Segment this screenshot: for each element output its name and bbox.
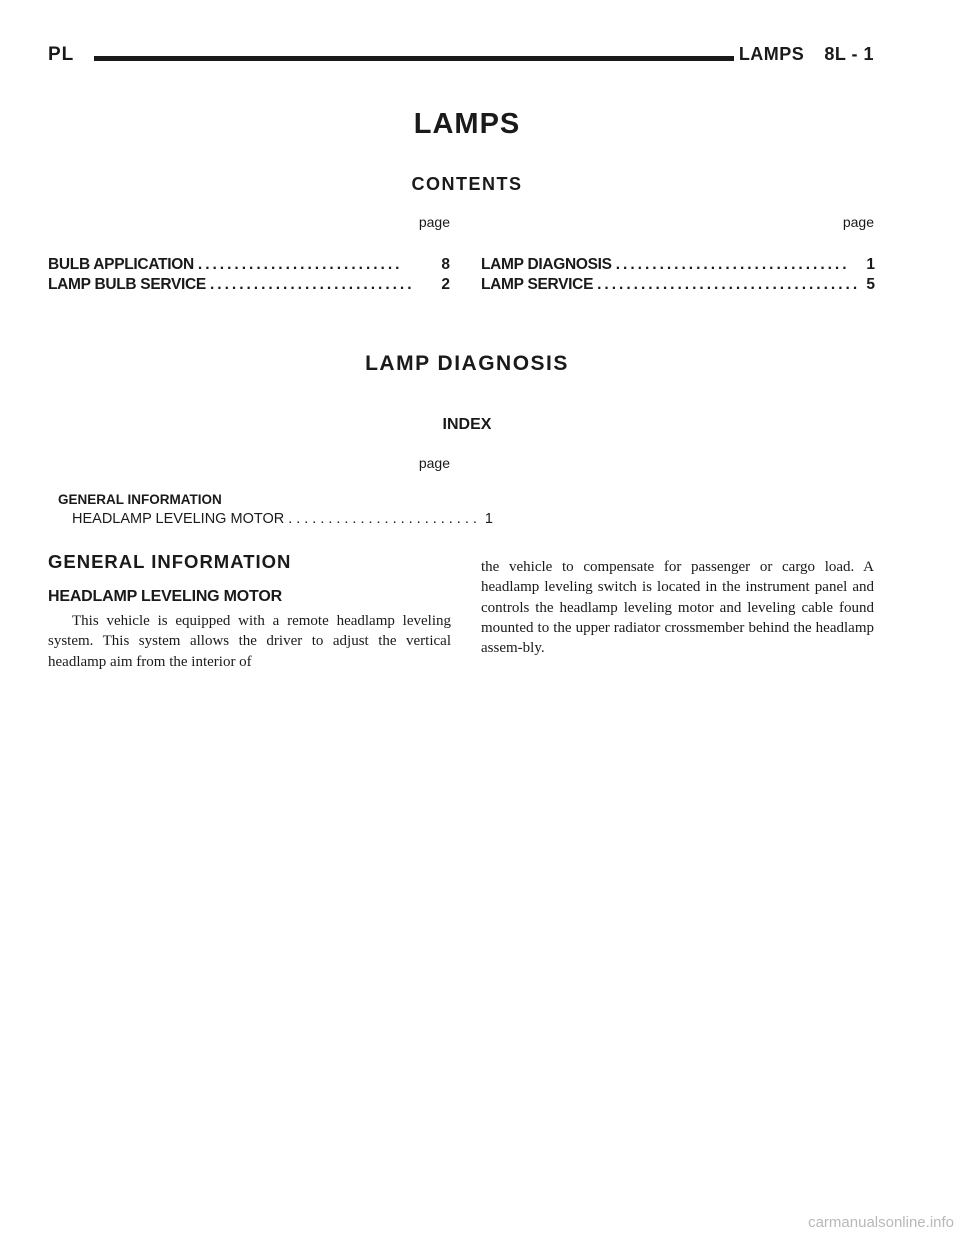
toc-entry-label: LAMP SERVICE	[481, 276, 594, 293]
page-title: LAMPS	[413, 108, 521, 140]
toc-entry-lamp-service[interactable]	[481, 276, 875, 296]
header-section: LAMPS	[738, 44, 805, 64]
index-entry-headlamp-leveling-motor[interactable]	[72, 511, 493, 527]
header-page-number: 8L - 1	[824, 44, 874, 64]
toc-entry-page: 5	[866, 276, 875, 293]
index-entry-page: 1	[484, 511, 493, 527]
toc-entry-lamp-bulb-service[interactable]	[48, 276, 450, 296]
index-heading: INDEX	[442, 416, 492, 433]
toc-entry-page: 8	[441, 256, 450, 273]
toc-leader-dots: ................................	[615, 256, 850, 273]
header-section-page	[739, 44, 874, 65]
contents-page-label-left: page	[418, 214, 450, 230]
footer-watermark: carmanualsonline.info	[808, 1214, 954, 1231]
section-title: LAMP DIAGNOSIS	[365, 352, 569, 375]
toc-entry-bulb-application[interactable]	[48, 256, 450, 276]
toc-column-left	[48, 256, 450, 296]
toc-entry-label: BULB APPLICATION	[48, 256, 194, 273]
toc-leader-dots: ............................	[197, 256, 403, 273]
toc-entry-lamp-diagnosis[interactable]	[481, 256, 875, 276]
toc-entry-page: 1	[866, 256, 875, 273]
general-information-heading: GENERAL INFORMATION	[48, 551, 292, 572]
index-leader-dots: ........................	[288, 511, 481, 527]
headlamp-leveling-motor-heading: HEADLAMP LEVELING MOTOR	[48, 588, 282, 605]
index-page-label: page	[418, 455, 450, 471]
index-entry-label: HEADLAMP LEVELING MOTOR	[72, 511, 285, 527]
contents-heading: CONTENTS	[411, 174, 523, 194]
header-vehicle-code: PL	[48, 44, 75, 65]
toc-column-right	[481, 256, 875, 296]
contents-page-label-right: page	[842, 214, 874, 230]
body-text-right-column: the vehicle to compensate for passenger or cargo load. A headlamp leveling switch is located in the instrument panel and controls the headlamp leveling motor and leveling cable found mounted to the upper radiator crossmember behind the headlamp assem-bly.	[481, 559, 874, 657]
header-rule	[94, 56, 734, 61]
toc-entry-label: LAMP BULB SERVICE	[48, 276, 206, 293]
index-group-heading: GENERAL INFORMATION	[58, 492, 222, 507]
toc-leader-dots: ............................	[209, 276, 415, 293]
toc-entry-label: LAMP DIAGNOSIS	[481, 256, 612, 273]
toc-leader-dots: ....................................	[597, 276, 861, 293]
page-header	[48, 44, 874, 74]
body-text-left-column: This vehicle is equipped with a remote headlamp leveling system. This system allows the driver to adjust the vertical headlamp aim from the interior of	[48, 613, 451, 670]
toc-entry-page: 2	[441, 276, 450, 293]
